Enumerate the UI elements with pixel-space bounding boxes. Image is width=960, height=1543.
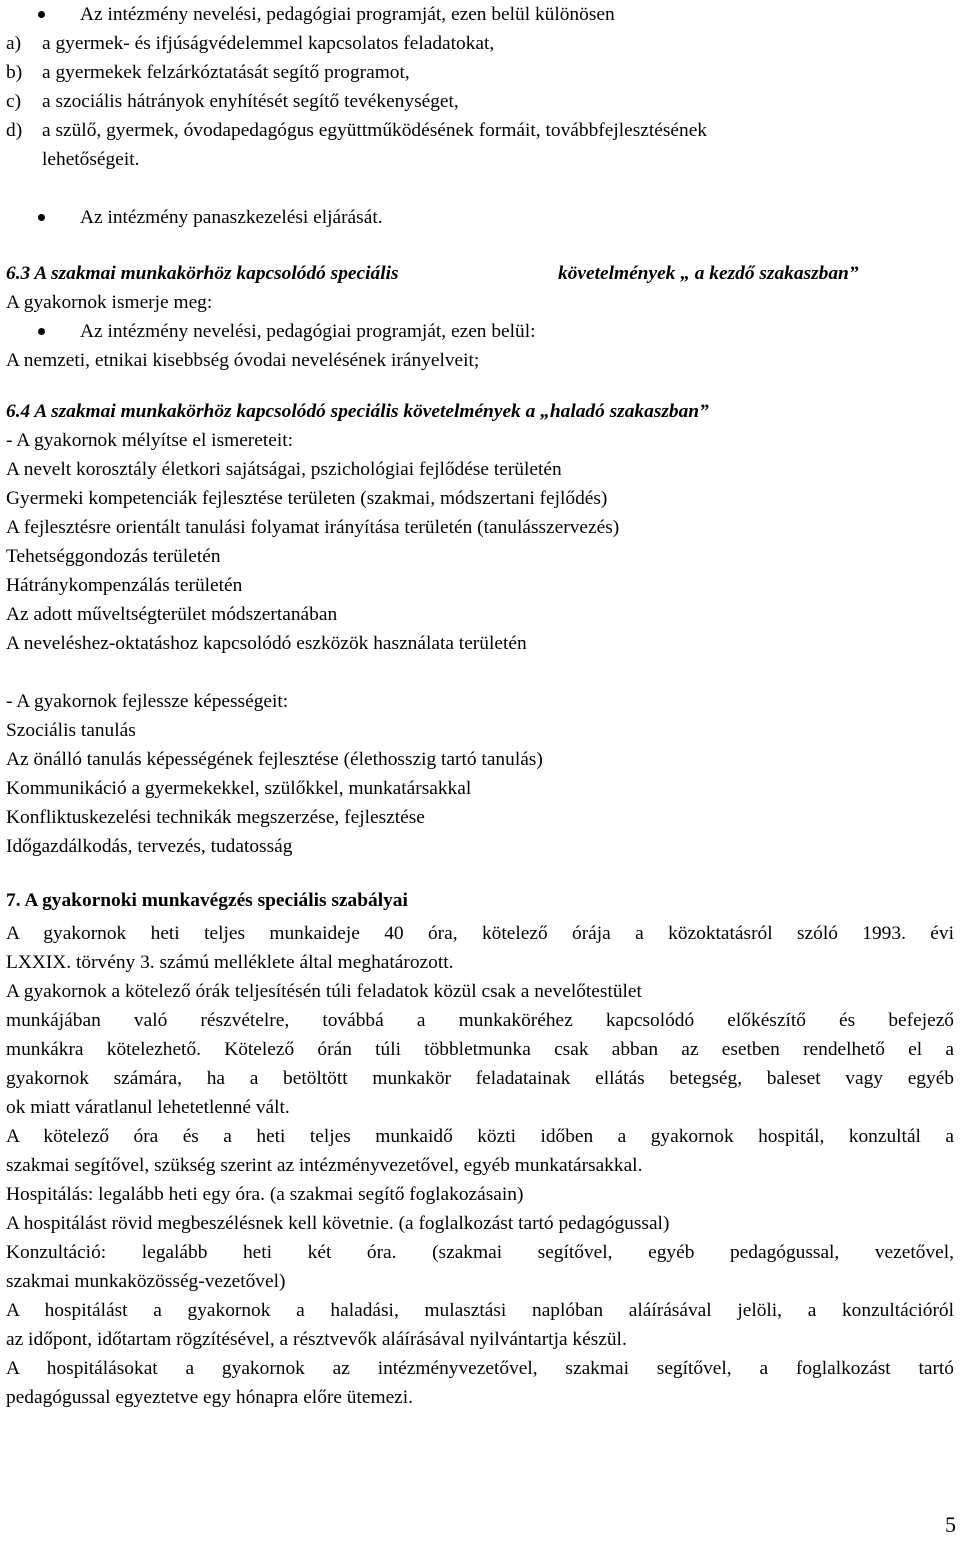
bullet-icon	[38, 328, 45, 335]
paragraph-line: LXXIX. törvény 3. számú melléklete által meghatározott.	[6, 952, 454, 973]
paragraph-line: A gyakornok heti teljes munkaideje 40 óra, kötelező órája a közoktatásról szóló 1993. évi	[6, 923, 954, 944]
paragraph-line: munkákra kötelezhető. Kötelező órán túli többletmunka csak abban az esetben rendelhető el a	[6, 1039, 954, 1060]
list-item: Az önálló tanulás képességének fejlesztése (élethosszig tartó tanulás)	[6, 749, 543, 770]
paragraph-line: A hospitálásokat a gyakornok az intézményvezetővel, szakmai segítővel, a foglalkozást tartó	[6, 1358, 954, 1379]
paragraph-line: A kötelező óra és a heti teljes munkaidő közti időben a gyakornok hospitál, konzultál a	[6, 1126, 954, 1147]
paragraph-line: az időpont, időtartam rögzítésével, a résztvevők aláírásával nyilvántartja készül.	[6, 1329, 627, 1350]
section-heading-6-4: 6.4 A szakmai munkakörhöz kapcsolódó speciális követelmények a „haladó szakaszban”	[6, 401, 709, 422]
paragraph-line: gyakornok számára, ha a betöltött munkakör feladatainak ellátás betegség, baleset vagy egyéb	[6, 1068, 954, 1089]
list-item: d) a szülő, gyermek, óvodapedagógus együttműködésének formáit, továbbfejlesztésének	[6, 120, 708, 141]
bullet-item	[6, 317, 954, 346]
bullet-icon	[38, 11, 45, 18]
list-item: Gyermeki kompetenciák fejlesztése területen (szakmai, módszertani fejlődés)	[6, 488, 608, 509]
list-2	[6, 716, 954, 861]
section-heading-6-3: 6.3 A szakmai munkakörhöz kapcsolódó speciális követelmények „ a kezdő szakaszban”	[6, 263, 859, 284]
list-item: A neveléshez-oktatáshoz kapcsolódó eszközök használata területén	[6, 633, 527, 654]
list-intro: - A gyakornok mélyítse el ismereteit:	[6, 430, 294, 451]
bullet-item	[6, 0, 954, 29]
paragraph-line: munkájában való részvételre, továbbá a munkaköréhez kapcsolódó előkészítő és befejező	[6, 1010, 954, 1031]
paragraph-line: A gyakornok ismerje meg:	[6, 292, 213, 313]
page-number: 5	[945, 1512, 956, 1537]
bullet-text: Az intézmény panaszkezelési eljárását.	[80, 207, 383, 228]
document-page	[6, 0, 954, 1412]
bullet-text: Az intézmény nevelési, pedagógiai programját, ezen belül:	[80, 321, 536, 342]
list-item: a) a gyermek- és ifjúságvédelemmel kapcsolatos feladatokat,	[6, 33, 495, 54]
paragraph-line: ok miatt váratlanul lehetetlenné vált.	[6, 1097, 290, 1118]
list-item: A fejlesztésre orientált tanulási folyamat irányítása területén (tanulásszervezés)	[6, 517, 620, 538]
paragraph-line: Hospitálás: legalább heti egy óra. (a szakmai segítő foglakozásain)	[6, 1184, 524, 1205]
list-item: Az adott műveltségterület módszertanában	[6, 604, 338, 625]
list-1	[6, 455, 954, 658]
list-item: Kommunikáció a gyermekekkel, szülőkkel, munkatársakkal	[6, 778, 472, 799]
list-item: b) a gyermekek felzárkóztatását segítő programot,	[6, 62, 410, 83]
list-item: Szociális tanulás	[6, 720, 136, 741]
list-item: A nevelt korosztály életkori sajátságai, pszichológiai fejlődése területén	[6, 459, 562, 480]
section-heading-7: 7. A gyakornoki munkavégzés speciális szabályai	[6, 890, 408, 911]
list-item: c) a szociális hátrányok enyhítését segítő tevékenységet,	[6, 91, 459, 112]
paragraph-line: A gyakornok a kötelező órák teljesítésén túli feladatok közül csak a nevelőtestület	[6, 981, 642, 1002]
paragraph-line: A hospitálást rövid megbeszélésnek kell követnie. (a foglalkozást tartó pedagógussal)	[6, 1213, 670, 1234]
list-item: Konfliktuskezelési technikák megszerzése, fejlesztése	[6, 807, 425, 828]
bullet-item	[6, 203, 954, 232]
paragraph-line: A hospitálást a gyakornok a haladási, mulasztási naplóban aláírásával jelöli, a konzultációról	[6, 1300, 954, 1321]
list-item: Hátránykompenzálás területén	[6, 575, 243, 596]
list-item-continuation: lehetőségeit.	[42, 149, 140, 170]
bullet-text: Az intézmény nevelési, pedagógiai programját, ezen belül különösen	[80, 4, 615, 25]
paragraph-line: Konzultáció: legalább heti két óra. (szakmai segítővel, egyéb pedagógussal, vezetővel,	[6, 1242, 954, 1263]
list-item: Tehetséggondozás területén	[6, 546, 221, 567]
paragraph-line: pedagógussal egyeztetve egy hónapra előre ütemezi.	[6, 1387, 414, 1408]
paragraph-line: szakmai munkaközösség-vezetővel)	[6, 1271, 286, 1292]
list-intro: - A gyakornok fejlessze képességeit:	[6, 691, 289, 712]
paragraph-line: szakmai segítővel, szükség szerint az intézményvezetővel, egyéb munkatársakkal.	[6, 1155, 643, 1176]
bullet-icon	[38, 214, 45, 221]
paragraph-line: A nemzeti, etnikai kisebbség óvodai nevelésének irányelveit;	[6, 350, 480, 371]
list-item: Időgazdálkodás, tervezés, tudatosság	[6, 836, 293, 857]
section-7-body	[6, 919, 954, 1412]
